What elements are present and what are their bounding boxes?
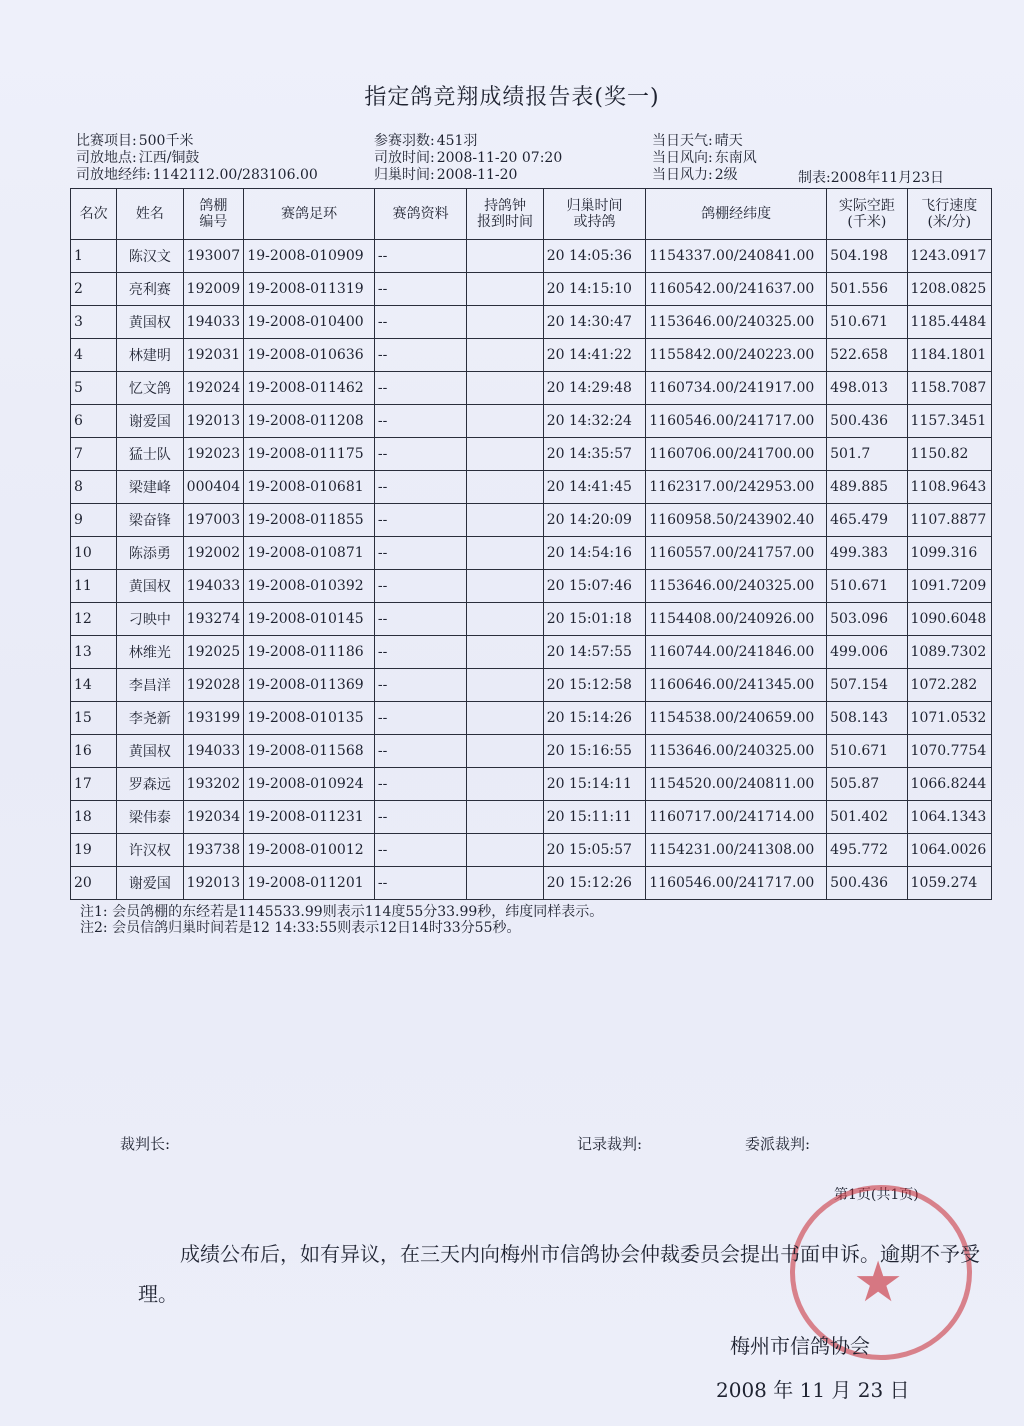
cell-clock xyxy=(467,636,543,669)
cell-arrive: 20 15:14:11 xyxy=(543,768,646,801)
cell-speed: 1070.7754 xyxy=(907,735,991,768)
cell-loft: 197003 xyxy=(183,504,244,537)
info-wind: 当日风向: 东南风 xyxy=(652,150,757,166)
cell-info: -- xyxy=(374,240,466,273)
cell-ring: 19-2008-011231 xyxy=(244,801,375,834)
note-2: 注2: 会员信鸽归巢时间若是12 14:33:55则表示12日14时33分55秒。 xyxy=(80,920,521,936)
cell-ring: 19-2008-011568 xyxy=(244,735,375,768)
cell-name: 梁奋锋 xyxy=(117,504,183,537)
cell-speed: 1158.7087 xyxy=(907,372,991,405)
header-lonlat: 鸽棚经纬度 xyxy=(646,189,827,240)
cell-clock xyxy=(467,438,543,471)
header-ring: 赛鸽足环 xyxy=(244,189,375,240)
cell-dist: 498.013 xyxy=(827,372,907,405)
cell-name: 黄国权 xyxy=(117,306,183,339)
cell-dist: 507.154 xyxy=(827,669,907,702)
cell-name: 罗森远 xyxy=(117,768,183,801)
cell-arrive: 20 15:14:26 xyxy=(543,702,646,735)
cell-speed: 1099.316 xyxy=(907,537,991,570)
cell-info: -- xyxy=(374,669,466,702)
cell-speed: 1090.6048 xyxy=(907,603,991,636)
cell-info: -- xyxy=(374,504,466,537)
header-clock: 持鸽钟 报到时间 xyxy=(467,189,543,240)
cell-arrive: 20 15:01:18 xyxy=(543,603,646,636)
cell-ring: 19-2008-010012 xyxy=(244,834,375,867)
cell-name: 李尧新 xyxy=(117,702,183,735)
sig-delegate: 委派裁判: xyxy=(745,1135,811,1153)
cell-clock xyxy=(467,471,543,504)
cell-name: 谢爱国 xyxy=(117,867,183,900)
cell-dist: 501.7 xyxy=(827,438,907,471)
table-row xyxy=(71,834,992,867)
cell-loft: 192031 xyxy=(183,339,244,372)
cell-arrive: 20 15:12:58 xyxy=(543,669,646,702)
cell-speed: 1185.4484 xyxy=(907,306,991,339)
cell-info: -- xyxy=(374,273,466,306)
cell-lonlat: 1154538.00/240659.00 xyxy=(646,702,827,735)
cell-loft: 192013 xyxy=(183,867,244,900)
table-row xyxy=(71,372,992,405)
cell-rank: 8 xyxy=(71,471,117,504)
cell-speed: 1059.274 xyxy=(907,867,991,900)
cell-loft: 192024 xyxy=(183,372,244,405)
cell-dist: 508.143 xyxy=(827,702,907,735)
cell-info: -- xyxy=(374,339,466,372)
cell-lonlat: 1153646.00/240325.00 xyxy=(646,570,827,603)
cell-name: 梁伟泰 xyxy=(117,801,183,834)
cell-arrive: 20 15:12:26 xyxy=(543,867,646,900)
cell-ring: 19-2008-011201 xyxy=(244,867,375,900)
cell-speed: 1072.282 xyxy=(907,669,991,702)
cell-loft: 193274 xyxy=(183,603,244,636)
table-row xyxy=(71,669,992,702)
header-loft: 鸽棚 编号 xyxy=(183,189,244,240)
cell-clock xyxy=(467,339,543,372)
cell-ring: 19-2008-010400 xyxy=(244,306,375,339)
table-row xyxy=(71,768,992,801)
results-body xyxy=(71,240,992,900)
cell-clock xyxy=(467,834,543,867)
cell-lonlat: 1160717.00/241714.00 xyxy=(646,801,827,834)
cell-loft: 194033 xyxy=(183,306,244,339)
cell-info: -- xyxy=(374,603,466,636)
cell-name: 李昌洋 xyxy=(117,669,183,702)
cell-arrive: 20 14:05:36 xyxy=(543,240,646,273)
cell-ring: 19-2008-011369 xyxy=(244,669,375,702)
cell-loft: 192025 xyxy=(183,636,244,669)
cell-arrive: 20 15:16:55 xyxy=(543,735,646,768)
cell-clock xyxy=(467,537,543,570)
cell-rank: 19 xyxy=(71,834,117,867)
cell-info: -- xyxy=(374,306,466,339)
cell-info: -- xyxy=(374,801,466,834)
cell-loft: 194033 xyxy=(183,735,244,768)
cell-dist: 504.198 xyxy=(827,240,907,273)
cell-arrive: 20 14:20:09 xyxy=(543,504,646,537)
cell-rank: 9 xyxy=(71,504,117,537)
table-row xyxy=(71,735,992,768)
cell-loft: 193007 xyxy=(183,240,244,273)
info-made: 制表:2008年11月23日 xyxy=(798,170,944,186)
cell-loft: 192034 xyxy=(183,801,244,834)
info-column-3 xyxy=(652,133,757,184)
cell-info: -- xyxy=(374,405,466,438)
cell-clock xyxy=(467,240,543,273)
cell-loft: 192023 xyxy=(183,438,244,471)
table-row xyxy=(71,504,992,537)
cell-rank: 4 xyxy=(71,339,117,372)
cell-dist: 495.772 xyxy=(827,834,907,867)
cell-ring: 19-2008-010145 xyxy=(244,603,375,636)
cell-name: 梁建峰 xyxy=(117,471,183,504)
cell-speed: 1089.7302 xyxy=(907,636,991,669)
cell-ring: 19-2008-010871 xyxy=(244,537,375,570)
cell-name: 陈汉文 xyxy=(117,240,183,273)
cell-name: 黄国权 xyxy=(117,570,183,603)
header-speed: 飞行速度 (米/分) xyxy=(907,189,991,240)
cell-speed: 1108.9643 xyxy=(907,471,991,504)
cell-dist: 522.658 xyxy=(827,339,907,372)
cell-info: -- xyxy=(374,372,466,405)
info-return: 归巢时间: 2008-11-20 xyxy=(374,167,518,183)
table-row xyxy=(71,339,992,372)
cell-lonlat: 1154520.00/240811.00 xyxy=(646,768,827,801)
cell-clock xyxy=(467,306,543,339)
cell-info: -- xyxy=(374,636,466,669)
cell-ring: 19-2008-011855 xyxy=(244,504,375,537)
cell-dist: 505.87 xyxy=(827,768,907,801)
table-row xyxy=(71,867,992,900)
info-column-2 xyxy=(374,133,562,184)
cell-loft: 192002 xyxy=(183,537,244,570)
cell-clock xyxy=(467,801,543,834)
cell-speed: 1107.8877 xyxy=(907,504,991,537)
cell-rank: 3 xyxy=(71,306,117,339)
cell-speed: 1150.82 xyxy=(907,438,991,471)
cell-rank: 13 xyxy=(71,636,117,669)
cell-dist: 499.383 xyxy=(827,537,907,570)
organization-name: 梅州市信鸽协会 xyxy=(730,1334,870,1358)
cell-arrive: 20 14:41:45 xyxy=(543,471,646,504)
cell-dist: 510.671 xyxy=(827,735,907,768)
cell-clock xyxy=(467,570,543,603)
cell-arrive: 20 14:29:48 xyxy=(543,372,646,405)
cell-clock xyxy=(467,372,543,405)
cell-rank: 17 xyxy=(71,768,117,801)
cell-loft: 192009 xyxy=(183,273,244,306)
cell-lonlat: 1154337.00/240841.00 xyxy=(646,240,827,273)
cell-rank: 11 xyxy=(71,570,117,603)
table-row xyxy=(71,702,992,735)
cell-info: -- xyxy=(374,570,466,603)
page-number: 第1页(共1页) xyxy=(834,1187,919,1203)
cell-arrive: 20 14:57:55 xyxy=(543,636,646,669)
table-row xyxy=(71,570,992,603)
cell-arrive: 20 14:54:16 xyxy=(543,537,646,570)
info-project: 比赛项目: 500千米 xyxy=(76,133,194,149)
cell-loft: 192028 xyxy=(183,669,244,702)
cell-lonlat: 1160744.00/241846.00 xyxy=(646,636,827,669)
cell-rank: 16 xyxy=(71,735,117,768)
table-row xyxy=(71,636,992,669)
seal-star-icon: ★ xyxy=(853,1250,904,1315)
header-distance: 实际空距 (千米) xyxy=(827,189,907,240)
cell-lonlat: 1154408.00/240926.00 xyxy=(646,603,827,636)
cell-lonlat: 1154231.00/241308.00 xyxy=(646,834,827,867)
cell-rank: 5 xyxy=(71,372,117,405)
cell-speed: 1071.0532 xyxy=(907,702,991,735)
cell-name: 刁映中 xyxy=(117,603,183,636)
cell-lonlat: 1160546.00/241717.00 xyxy=(646,867,827,900)
sig-recorder: 记录裁判: xyxy=(577,1135,643,1153)
cell-lonlat: 1160646.00/241345.00 xyxy=(646,669,827,702)
cell-ring: 19-2008-011319 xyxy=(244,273,375,306)
cell-info: -- xyxy=(374,768,466,801)
sig-chief: 裁判长: xyxy=(120,1135,171,1153)
cell-ring: 19-2008-011186 xyxy=(244,636,375,669)
cell-clock xyxy=(467,867,543,900)
cell-info: -- xyxy=(374,537,466,570)
cell-rank: 2 xyxy=(71,273,117,306)
cell-name: 林维光 xyxy=(117,636,183,669)
cell-loft: 194033 xyxy=(183,570,244,603)
header-arrive: 归巢时间 或持鸽 xyxy=(543,189,646,240)
table-row xyxy=(71,537,992,570)
cell-lonlat: 1162317.00/242953.00 xyxy=(646,471,827,504)
info-coord: 司放地经纬: 1142112.00/283106.00 xyxy=(76,167,318,183)
cell-rank: 12 xyxy=(71,603,117,636)
cell-speed: 1184.1801 xyxy=(907,339,991,372)
cell-info: -- xyxy=(374,471,466,504)
cell-name: 黄国权 xyxy=(117,735,183,768)
cell-clock xyxy=(467,504,543,537)
cell-dist: 510.671 xyxy=(827,306,907,339)
cell-loft: 192013 xyxy=(183,405,244,438)
cell-loft: 193199 xyxy=(183,702,244,735)
cell-arrive: 20 14:32:24 xyxy=(543,405,646,438)
page-title: 指定鸽竞翔成绩报告表(奖一) xyxy=(364,85,660,110)
info-column-1 xyxy=(76,133,318,184)
info-force: 当日风力: 2级 xyxy=(652,167,738,183)
results-table xyxy=(70,188,992,900)
cell-lonlat: 1160734.00/241917.00 xyxy=(646,372,827,405)
cell-lonlat: 1155842.00/240223.00 xyxy=(646,339,827,372)
table-row xyxy=(71,306,992,339)
cell-dist: 500.436 xyxy=(827,867,907,900)
cell-loft: 193202 xyxy=(183,768,244,801)
cell-dist: 489.885 xyxy=(827,471,907,504)
cell-rank: 1 xyxy=(71,240,117,273)
cell-lonlat: 1153646.00/240325.00 xyxy=(646,306,827,339)
cell-info: -- xyxy=(374,867,466,900)
cell-clock xyxy=(467,735,543,768)
cell-name: 谢爱国 xyxy=(117,405,183,438)
cell-rank: 14 xyxy=(71,669,117,702)
info-release: 司放时间: 2008-11-20 07:20 xyxy=(374,150,563,166)
cell-clock xyxy=(467,702,543,735)
organization-date: 2008 年 11 月 23 日 xyxy=(716,1378,910,1402)
cell-lonlat: 1160958.50/243902.40 xyxy=(646,504,827,537)
cell-speed: 1091.7209 xyxy=(907,570,991,603)
cell-ring: 19-2008-010392 xyxy=(244,570,375,603)
cell-clock xyxy=(467,603,543,636)
cell-ring: 19-2008-010924 xyxy=(244,768,375,801)
cell-loft: 193738 xyxy=(183,834,244,867)
cell-speed: 1064.0026 xyxy=(907,834,991,867)
cell-dist: 501.402 xyxy=(827,801,907,834)
cell-rank: 7 xyxy=(71,438,117,471)
cell-arrive: 20 14:30:47 xyxy=(543,306,646,339)
cell-dist: 503.096 xyxy=(827,603,907,636)
cell-arrive: 20 15:07:46 xyxy=(543,570,646,603)
cell-arrive: 20 15:05:57 xyxy=(543,834,646,867)
cell-speed: 1066.8244 xyxy=(907,768,991,801)
notice-text: 成绩公布后，如有异议，在三天内向梅州市信鸽协会仲裁委员会提出书面申诉。逾期不予受理。 xyxy=(138,1242,980,1306)
cell-ring: 19-2008-010636 xyxy=(244,339,375,372)
cell-arrive: 20 14:35:57 xyxy=(543,438,646,471)
cell-name: 猛士队 xyxy=(117,438,183,471)
info-weather: 当日天气: 晴天 xyxy=(652,133,743,149)
notes xyxy=(80,904,603,936)
table-row xyxy=(71,273,992,306)
cell-rank: 18 xyxy=(71,801,117,834)
cell-clock xyxy=(467,768,543,801)
cell-rank: 15 xyxy=(71,702,117,735)
info-place: 司放地点: 江西/铜鼓 xyxy=(76,150,200,166)
cell-arrive: 20 14:15:10 xyxy=(543,273,646,306)
cell-clock xyxy=(467,669,543,702)
info-count: 参赛羽数: 451羽 xyxy=(374,133,478,149)
table-row xyxy=(71,438,992,471)
cell-ring: 19-2008-011462 xyxy=(244,372,375,405)
cell-info: -- xyxy=(374,702,466,735)
cell-dist: 501.556 xyxy=(827,273,907,306)
cell-lonlat: 1160546.00/241717.00 xyxy=(646,405,827,438)
note-1: 注1: 会员鸽棚的东经若是1145533.99则表示114度55分33.99秒，纬度同样表示。 xyxy=(80,904,604,920)
cell-speed: 1064.1343 xyxy=(907,801,991,834)
cell-speed: 1243.0917 xyxy=(907,240,991,273)
table-row xyxy=(71,603,992,636)
cell-rank: 10 xyxy=(71,537,117,570)
cell-info: -- xyxy=(374,438,466,471)
cell-info: -- xyxy=(374,834,466,867)
cell-rank: 6 xyxy=(71,405,117,438)
header-rank: 名次 xyxy=(71,189,117,240)
cell-arrive: 20 14:41:22 xyxy=(543,339,646,372)
cell-dist: 499.006 xyxy=(827,636,907,669)
header-info: 赛鸽资料 xyxy=(374,189,466,240)
table-row xyxy=(71,471,992,504)
cell-ring: 19-2008-010681 xyxy=(244,471,375,504)
cell-name: 许汉权 xyxy=(117,834,183,867)
cell-speed: 1208.0825 xyxy=(907,273,991,306)
cell-ring: 19-2008-011208 xyxy=(244,405,375,438)
cell-ring: 19-2008-010909 xyxy=(244,240,375,273)
cell-lonlat: 1160542.00/241637.00 xyxy=(646,273,827,306)
cell-name: 忆文鸽 xyxy=(117,372,183,405)
cell-clock xyxy=(467,405,543,438)
cell-loft: 000404 xyxy=(183,471,244,504)
cell-dist: 510.671 xyxy=(827,570,907,603)
cell-rank: 20 xyxy=(71,867,117,900)
table-row xyxy=(71,240,992,273)
cell-speed: 1157.3451 xyxy=(907,405,991,438)
cell-ring: 19-2008-011175 xyxy=(244,438,375,471)
cell-lonlat: 1153646.00/240325.00 xyxy=(646,735,827,768)
cell-name: 陈添勇 xyxy=(117,537,183,570)
header-name: 姓名 xyxy=(117,189,183,240)
table-row xyxy=(71,405,992,438)
cell-arrive: 20 15:11:11 xyxy=(543,801,646,834)
cell-lonlat: 1160706.00/241700.00 xyxy=(646,438,827,471)
cell-info: -- xyxy=(374,735,466,768)
table-row xyxy=(71,801,992,834)
cell-name: 亮利赛 xyxy=(117,273,183,306)
cell-name: 林建明 xyxy=(117,339,183,372)
cell-ring: 19-2008-010135 xyxy=(244,702,375,735)
cell-lonlat: 1160557.00/241757.00 xyxy=(646,537,827,570)
cell-clock xyxy=(467,273,543,306)
cell-dist: 500.436 xyxy=(827,405,907,438)
table-header-row xyxy=(71,189,992,240)
cell-dist: 465.479 xyxy=(827,504,907,537)
